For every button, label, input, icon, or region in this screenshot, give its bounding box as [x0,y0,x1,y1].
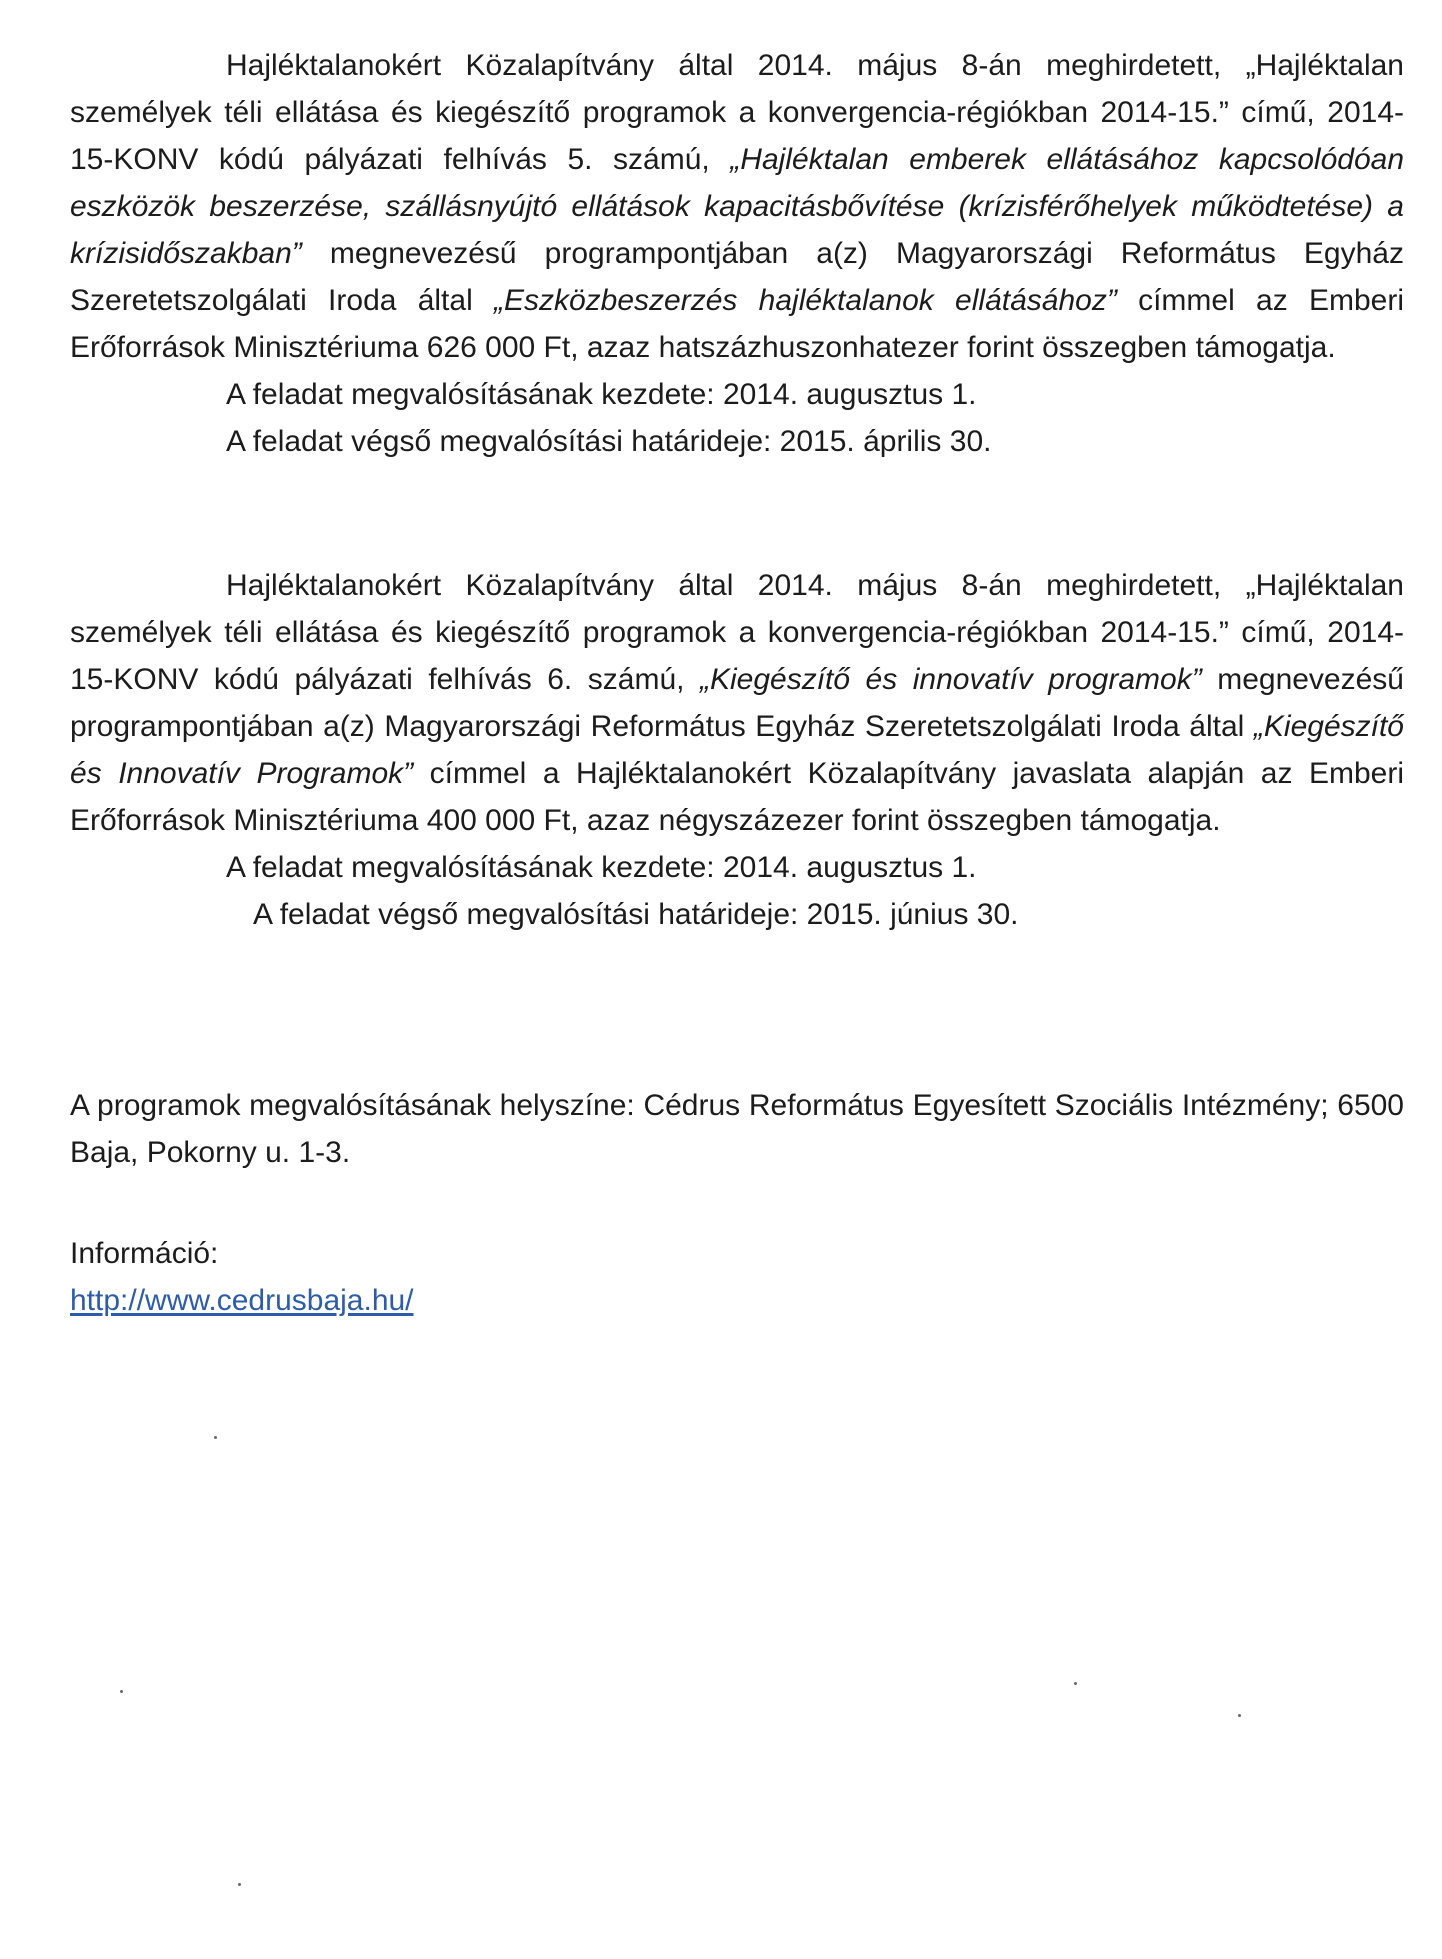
program-point-title: „Kiegészítő és innovatív programok” [699,663,1202,696]
scan-speck [214,1436,217,1439]
start-date-line: A feladat megvalósításának kezdete: 2014. augusztus 1. [226,851,977,884]
paragraph-text: címmel az Emberi Erőforrások Minisztériuma 626 000 Ft, azaz hatszázhuszonhatezer forint összegben támogatja. [70,284,1404,364]
grant-section-1 [70,42,1404,465]
grant-section-2 [70,562,1404,938]
scan-speck [1238,1714,1241,1717]
scan-speck [120,1690,123,1693]
paragraph-text: Hajléktalanokért Közalapítvány által 2014. május 8-án meghirdetett, „Hajléktalan személyek téli ellátása és kiegészítő programok a konvergencia-régiókban 2014-15.” című, 2014-15-KONV kódú pályázati felhívás 5. számú, [70,49,1404,176]
website-link[interactable]: http://www.cedrusbaja.hu/ [70,1284,414,1317]
info-section [70,1230,1404,1324]
start-date-line: A feladat megvalósításának kezdete: 2014. augusztus 1. [226,378,977,411]
paragraph-text: címmel a Hajléktalanokért Közalapítvány javaslata alapján az Emberi Erőforrások Minisztériuma 400 000 Ft, azaz négyszázezer forint összegben támogatja. [70,757,1404,837]
grant-paragraph-2 [70,562,1404,844]
location-text: A programok megvalósításának helyszíne: Cédrus Református Egyesített Szociális Intézmény; 6500 Baja, Pokorny u. 1-3. [70,1089,1404,1169]
paragraph-text: megnevezésű programpontjában a(z) Magyarországi Református Egyház Szeretetszolgálati Iroda által [70,237,1404,317]
program-point-title: „Hajléktalan emberek ellátásához kapcsolódóan eszközök beszerzése, szállásnyújtó ellátások kapacitásbővítése (krízisférőhelyek működtetése) a krízisidőszakban” [70,143,1405,270]
paragraph-text: Hajléktalanokért Közalapítvány által 2014. május 8-án meghirdetett, „Hajléktalan személyek téli ellátása és kiegészítő programok a konvergencia-régiókban 2014-15.” című, 2014-15-KONV kódú pályázati felhívás 6. számú, [70,569,1404,696]
deadline-line: A feladat végső megvalósítási határideje: 2015. április 30. [226,425,992,458]
scan-speck [238,1883,241,1886]
paragraph-text: megnevezésű programpontjában a(z) Magyarországi Református Egyház Szeretetszolgálati Iroda által [70,663,1404,743]
project-title: „Kiegészítő és Innovatív Programok” [70,710,1404,790]
grant-paragraph-1 [70,42,1404,371]
deadline-line: A feladat végső megvalósítási határideje: 2015. június 30. [253,898,1019,931]
location-section [70,1082,1404,1176]
scan-speck [1074,1682,1077,1685]
project-title: „Eszközbeszerzés hajléktalanok ellátásához” [494,284,1117,317]
info-label: Információ: [70,1237,219,1270]
